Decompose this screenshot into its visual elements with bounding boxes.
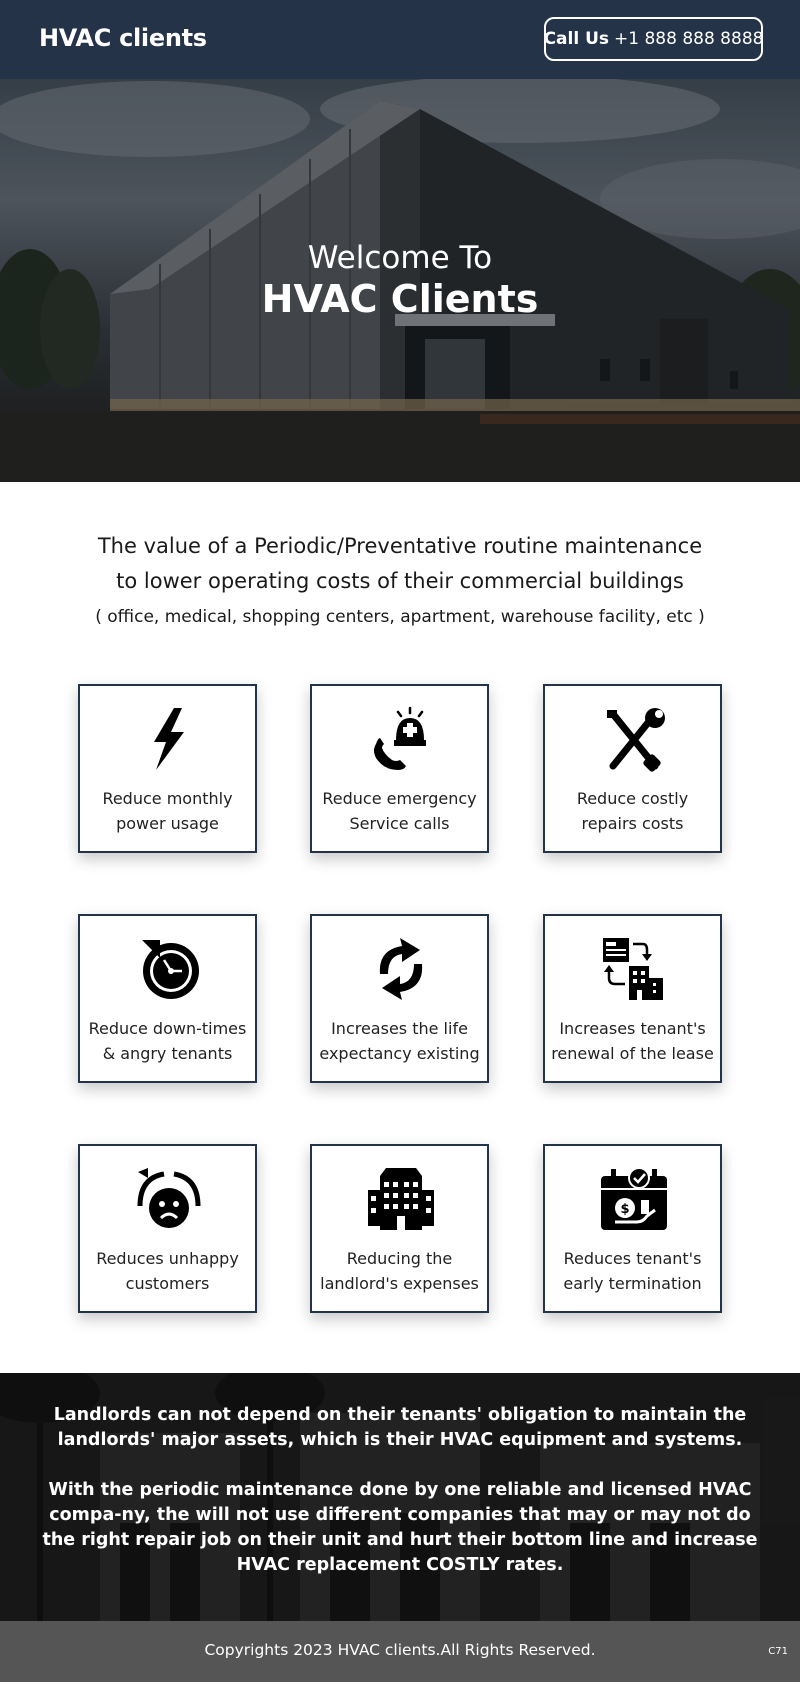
intro-subheading: ( office, medical, shopping centers, apartment, warehouse facility, etc ): [95, 607, 705, 627]
hero-welcome: Welcome To: [307, 240, 493, 276]
card-label: Reduces tenant's early termination: [563, 1249, 702, 1293]
brand-logo[interactable]: HVAC clients: [39, 24, 207, 52]
band-paragraph-1: Landlords can not depend on their tenants' obligation to maintain the landlords' major assets, which is their HVAC equipment and systems.: [53, 1405, 747, 1450]
hero-title: HVAC Clients: [261, 277, 539, 321]
info-band: [0, 1373, 800, 1621]
benefit-card-emergency: [310, 684, 489, 853]
hero-banner: [0, 79, 800, 482]
benefit-card-termination: [543, 1144, 722, 1313]
call-us-number: +1 888 888 8888: [614, 29, 764, 49]
refresh-icon: [366, 936, 436, 1002]
benefit-card-repairs: [543, 684, 722, 853]
card-label: Reducing the landlord's expenses: [320, 1249, 479, 1293]
calendar-money-icon: [599, 1166, 669, 1232]
benefit-card-expenses: [310, 1144, 489, 1313]
card-label: Reduce emergency Service calls: [322, 789, 477, 833]
lightning-icon: [134, 706, 204, 772]
emergency-phone-icon: [366, 706, 436, 772]
tools-icon: [599, 706, 669, 772]
svg-text:$: $: [620, 1202, 630, 1217]
card-label: Increases tenant's renewal of the lease: [551, 1019, 714, 1063]
benefit-card-unhappy: [78, 1144, 257, 1313]
card-label: Reduce down-times & angry tenants: [88, 1019, 247, 1063]
intro-heading-line1: The value of a Periodic/Preventative routine maintenance: [97, 534, 703, 558]
lease-renewal-icon: [599, 936, 669, 1002]
benefit-card-downtime: [78, 914, 257, 1083]
benefit-card-power: [78, 684, 257, 853]
unhappy-face-icon: [134, 1166, 204, 1232]
band-paragraph-2: With the periodic maintenance done by one reliable and licensed HVAC compa-ny, the will not use different companies that may or may not do the right repair job on their unit and hurt their bottom line and increase HVAC replacement COSTLY rates.: [42, 1480, 758, 1575]
site-header: [0, 0, 800, 79]
intro-heading-line2: to lower operating costs of their commercial buildings: [116, 569, 684, 593]
copyright-text: Copyrights 2023 HVAC clients.All Rights Reserved.: [204, 1641, 596, 1659]
benefit-card-life-expectancy: [310, 914, 489, 1083]
timer-icon: [134, 936, 204, 1002]
site-footer: [0, 1621, 800, 1682]
benefit-card-lease-renewal: [543, 914, 722, 1083]
building-icon: [366, 1166, 436, 1232]
call-us-label: Call Us: [543, 29, 610, 49]
card-label: Reduces unhappy customers: [96, 1249, 239, 1293]
corner-badge: C71: [768, 1646, 788, 1657]
card-label: Increases the life expectancy existing: [319, 1019, 480, 1063]
call-us-button[interactable]: [544, 17, 763, 61]
card-label: Reduce costly repairs costs: [576, 789, 689, 833]
card-label: Reduce monthly power usage: [102, 789, 233, 833]
